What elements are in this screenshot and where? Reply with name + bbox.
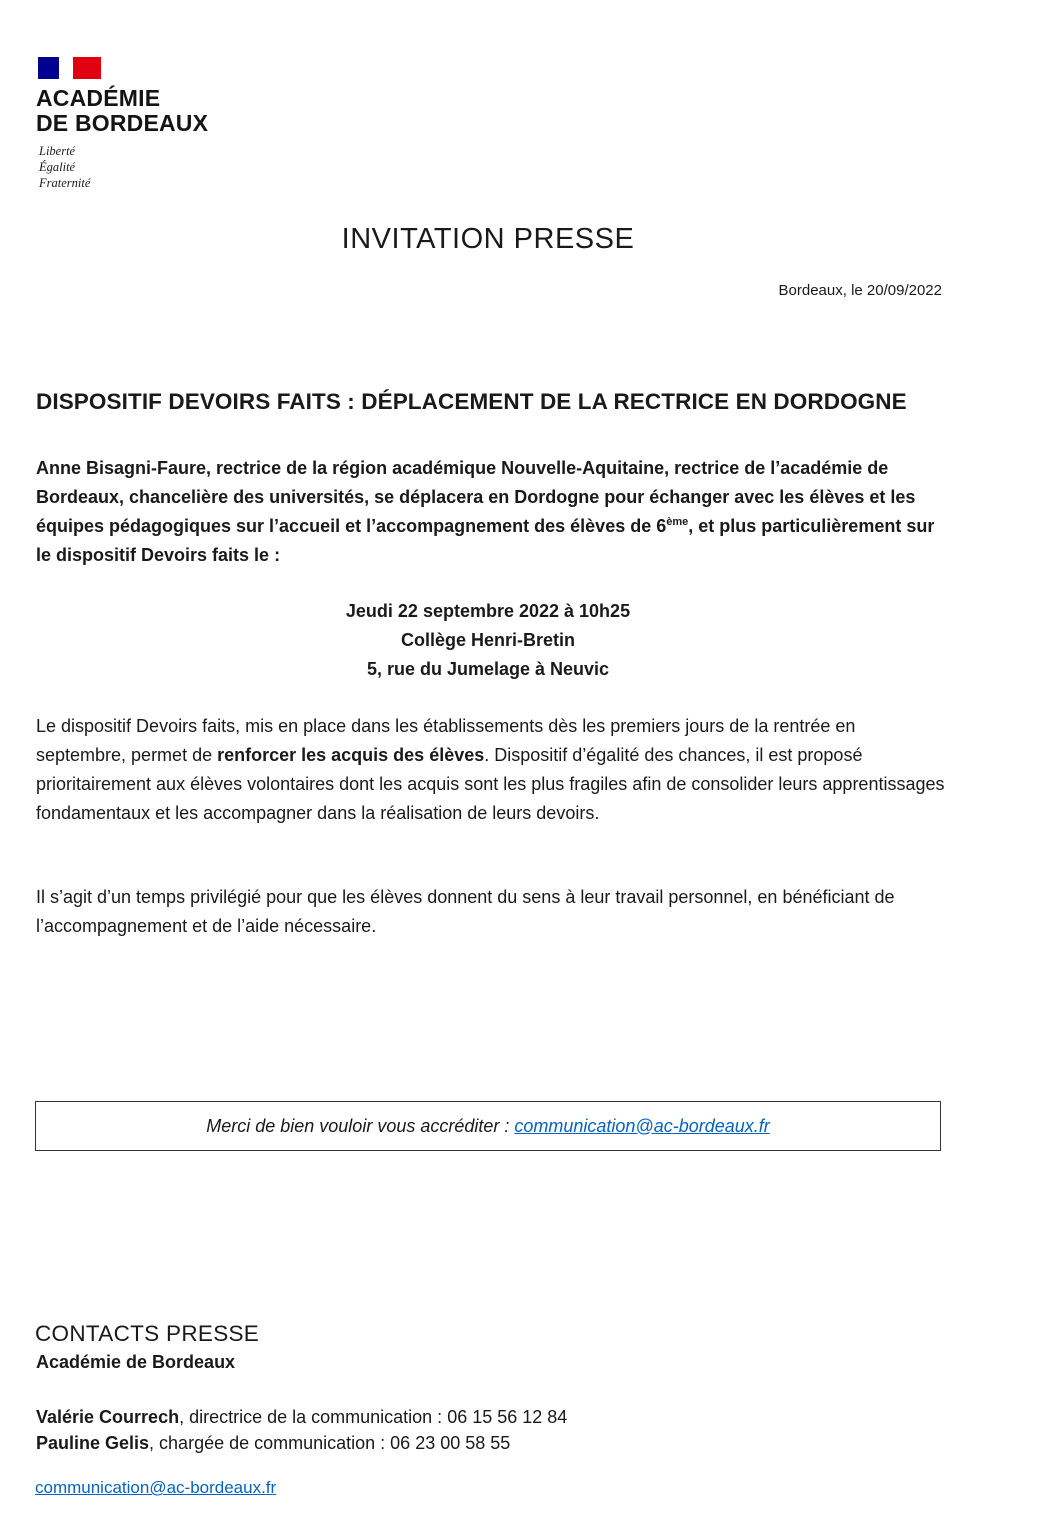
footer-email	[35, 1478, 276, 1498]
footer-email-link[interactable]: communication@ac-bordeaux.fr	[35, 1478, 277, 1497]
intro-text-part2: , et plus particulièrement sur le dispositif Devoirs faits le :	[36, 516, 935, 565]
motto-egalite: Égalité	[39, 160, 76, 174]
contact-name: Pauline Gelis	[36, 1433, 150, 1453]
paragraph1-text-part1: Le dispositif Devoirs faits, mis en place dans les établissements dès les premiers jours de la rentrée en septembre, permet de	[36, 716, 856, 765]
motto-liberte: Liberté	[39, 144, 76, 158]
paragraph1-bold: renforcer les acquis des élèves	[217, 745, 485, 765]
intro-superscript: ème	[666, 516, 689, 528]
accreditation-text: Merci de bien vouloir vous accréditer :	[206, 1115, 515, 1136]
paragraph1-text-part2: . Dispositif d’égalité des chances, il est proposé prioritairement aux élèves volontaires dont les acquis sont les plus fragiles afin de consolider leurs apprentissages fondamentaux et les accompagner dans la réalisation de leurs devoirs.	[36, 745, 945, 823]
academy-name-line2: DE BORDEAUX	[36, 110, 209, 136]
event-venue: Collège Henri-Bretin	[400, 630, 576, 650]
intro-paragraph	[36, 454, 948, 570]
flag-red-band	[73, 57, 101, 79]
academy-name-line1: ACADÉMIE	[36, 85, 161, 111]
intro-text-part1: Anne Bisagni-Faure, rectrice de la région académique Nouvelle-Aquitaine, rectrice de l’académie de Bordeaux, chancelière des universités, se déplacera en Dordogne pour échanger avec les élèves et les équipes pédagogiques sur l’accueil et l’accompagnement des élèves de 6	[36, 458, 916, 536]
academy-name	[36, 86, 208, 136]
contact-person	[36, 1404, 567, 1430]
contact-name: Valérie Courrech	[36, 1407, 180, 1427]
flag-white-band	[59, 57, 73, 79]
accreditation-box	[35, 1101, 941, 1151]
contacts-list	[36, 1404, 567, 1456]
contact-role: , chargée de communication : 06 23 00 58 55	[149, 1433, 511, 1453]
republic-flag-logo	[38, 57, 101, 79]
body-paragraph-1	[36, 712, 948, 828]
flag-blue-band	[38, 57, 59, 79]
event-details	[0, 597, 976, 684]
document-title: INVITATION PRESSE	[341, 223, 635, 255]
contact-role: , directrice de la communication : 06 15 56 12 84	[179, 1407, 568, 1427]
accreditation-email-link[interactable]: communication@ac-bordeaux.fr	[514, 1115, 770, 1136]
contacts-organization: Académie de Bordeaux	[36, 1352, 236, 1372]
motto-fraternite: Fraternité	[39, 176, 91, 190]
contact-person	[36, 1430, 567, 1456]
event-date-time: Jeudi 22 septembre 2022 à 10h25	[345, 601, 631, 621]
republic-motto	[39, 143, 90, 191]
event-address: 5, rue du Jumelage à Neuvic	[366, 659, 610, 679]
contacts-title: CONTACTS PRESSE	[35, 1321, 260, 1346]
document-date: Bordeaux, le 20/09/2022	[778, 282, 942, 299]
body-paragraph-2: Il s’agit d’un temps privilégié pour que les élèves donnent du sens à leur travail personnel, en bénéficiant de l’accompagnement et de l’aide nécessaire.	[36, 887, 895, 936]
headline: DISPOSITIF DEVOIRS FAITS : DÉPLACEMENT DE LA RECTRICE EN DORDOGNE	[36, 389, 907, 414]
